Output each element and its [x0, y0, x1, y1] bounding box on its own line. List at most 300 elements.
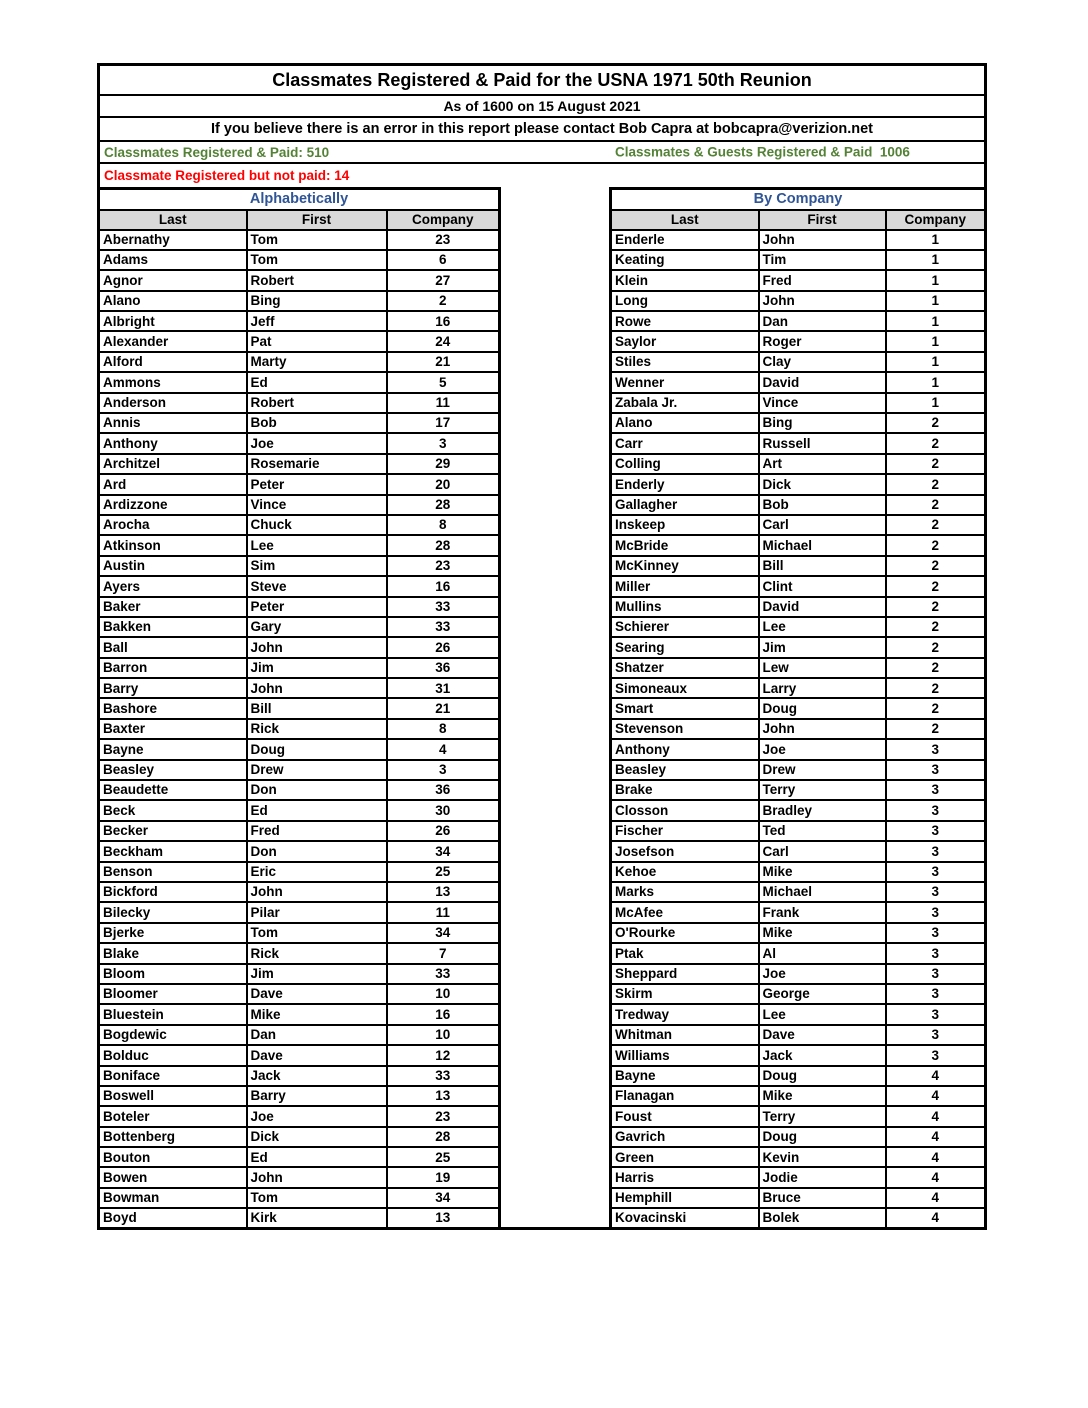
first-name-cell: Tom — [247, 923, 387, 943]
first-name-cell: Vince — [247, 495, 387, 515]
company-cell: 2 — [886, 413, 986, 433]
table-row — [611, 658, 986, 678]
first-name-cell: Dan — [759, 311, 886, 331]
last-name-cell: Blake — [99, 943, 247, 963]
company-cell: 4 — [886, 1188, 986, 1208]
company-cell: 3 — [886, 902, 986, 922]
table-row — [99, 1086, 500, 1106]
last-name-cell: Bluestein — [99, 1004, 247, 1024]
table-row — [611, 413, 986, 433]
company-cell: 1 — [886, 291, 986, 311]
table-row — [99, 637, 500, 657]
first-name-cell: Ed — [247, 800, 387, 820]
table-row — [611, 678, 986, 698]
first-name-cell: Ed — [247, 372, 387, 392]
by-company-section-title: By Company — [611, 189, 986, 210]
last-name-cell: Closson — [611, 800, 759, 820]
first-name-cell: Bolek — [759, 1208, 886, 1228]
company-cell: 3 — [886, 821, 986, 841]
company-cell: 25 — [387, 862, 500, 882]
last-name-cell: Ardizzone — [99, 495, 247, 515]
company-cell: 2 — [387, 291, 500, 311]
last-name-cell: Albright — [99, 311, 247, 331]
last-name-cell: Saylor — [611, 331, 759, 351]
company-cell: 3 — [387, 433, 500, 453]
first-name-cell: Robert — [247, 393, 387, 413]
first-name-cell: Jim — [247, 964, 387, 984]
table-row — [99, 1208, 500, 1228]
first-name-cell: David — [759, 597, 886, 617]
table-row — [611, 433, 986, 453]
last-name-cell: Bogdewic — [99, 1025, 247, 1045]
table-row — [611, 923, 986, 943]
table-row — [611, 1208, 986, 1228]
first-name-cell: Lee — [759, 617, 886, 637]
stat-registered-paid: Classmates Registered & Paid: 510 — [104, 144, 330, 160]
table-row — [611, 515, 986, 535]
last-name-cell: Ptak — [611, 943, 759, 963]
table-row — [611, 393, 986, 413]
col-header-last: Last — [99, 210, 247, 230]
first-name-cell: John — [759, 719, 886, 739]
last-name-cell: Beckham — [99, 841, 247, 861]
table-row — [99, 617, 500, 637]
last-name-cell: Annis — [99, 413, 247, 433]
table-row — [99, 291, 500, 311]
table-row — [99, 821, 500, 841]
table-row — [99, 1106, 500, 1126]
first-name-cell: Art — [759, 454, 886, 474]
col-header-first: First — [759, 210, 886, 230]
table-row — [99, 230, 500, 250]
table-row — [99, 739, 500, 759]
last-name-cell: Architzel — [99, 454, 247, 474]
company-cell: 4 — [387, 739, 500, 759]
last-name-cell: Gallagher — [611, 495, 759, 515]
first-name-cell: Dave — [759, 1025, 886, 1045]
last-name-cell: Bilecky — [99, 902, 247, 922]
first-name-cell: Carl — [759, 515, 886, 535]
company-cell: 1 — [886, 230, 986, 250]
first-name-cell: George — [759, 984, 886, 1004]
last-name-cell: Bowen — [99, 1167, 247, 1187]
company-cell: 3 — [886, 760, 986, 780]
first-name-cell: Joe — [247, 433, 387, 453]
table-row — [611, 964, 986, 984]
first-name-cell: Mike — [247, 1004, 387, 1024]
first-name-cell: Kevin — [759, 1147, 886, 1167]
last-name-cell: Boniface — [99, 1066, 247, 1086]
as-of-line: As of 1600 on 15 August 2021 — [97, 96, 987, 118]
first-name-cell: Ted — [759, 821, 886, 841]
last-name-cell: Brake — [611, 780, 759, 800]
last-name-cell: Beaudette — [99, 780, 247, 800]
company-cell: 28 — [387, 535, 500, 555]
first-name-cell: Frank — [759, 902, 886, 922]
last-name-cell: Baxter — [99, 719, 247, 739]
table-row — [611, 495, 986, 515]
table-row — [611, 617, 986, 637]
company-cell: 2 — [886, 637, 986, 657]
alphabetical-column-header-row — [99, 210, 500, 230]
last-name-cell: Shatzer — [611, 658, 759, 678]
table-row — [99, 678, 500, 698]
first-name-cell: Doug — [759, 1127, 886, 1147]
company-cell: 1 — [886, 352, 986, 372]
first-name-cell: Bill — [759, 556, 886, 576]
last-name-cell: Searing — [611, 637, 759, 657]
first-name-cell: Jodie — [759, 1167, 886, 1187]
first-name-cell: Sim — [247, 556, 387, 576]
first-name-cell: Larry — [759, 678, 886, 698]
company-cell: 2 — [886, 576, 986, 596]
table-row — [611, 882, 986, 902]
first-name-cell: Terry — [759, 1106, 886, 1126]
company-cell: 34 — [387, 841, 500, 861]
last-name-cell: Keating — [611, 250, 759, 270]
first-name-cell: Tom — [247, 230, 387, 250]
table-row — [611, 291, 986, 311]
company-cell: 13 — [387, 1208, 500, 1228]
last-name-cell: Bashore — [99, 698, 247, 718]
company-cell: 3 — [886, 800, 986, 820]
table-row — [611, 1167, 986, 1187]
last-name-cell: Fischer — [611, 821, 759, 841]
last-name-cell: Kovacinski — [611, 1208, 759, 1228]
last-name-cell: Boteler — [99, 1106, 247, 1126]
table-row — [99, 352, 500, 372]
table-row — [611, 535, 986, 555]
company-cell: 5 — [387, 372, 500, 392]
report-sheet — [97, 63, 987, 1230]
first-name-cell: Eric — [247, 862, 387, 882]
first-name-cell: Vince — [759, 393, 886, 413]
company-cell: 33 — [387, 597, 500, 617]
table-row — [99, 719, 500, 739]
company-cell: 2 — [886, 515, 986, 535]
table-row — [99, 474, 500, 494]
company-cell: 21 — [387, 698, 500, 718]
table-row — [611, 474, 986, 494]
company-cell: 23 — [387, 1106, 500, 1126]
first-name-cell: Rick — [247, 719, 387, 739]
table-row — [611, 821, 986, 841]
first-name-cell: Kirk — [247, 1208, 387, 1228]
last-name-cell: Bloomer — [99, 984, 247, 1004]
last-name-cell: Agnor — [99, 270, 247, 290]
last-name-cell: Smart — [611, 698, 759, 718]
last-name-cell: Enderle — [611, 230, 759, 250]
last-name-cell: McAfee — [611, 902, 759, 922]
first-name-cell: Lee — [247, 535, 387, 555]
by-company-column-header-row — [611, 210, 986, 230]
first-name-cell: Jack — [247, 1066, 387, 1086]
last-name-cell: Bloom — [99, 964, 247, 984]
company-cell: 1 — [886, 270, 986, 290]
company-cell: 3 — [886, 841, 986, 861]
first-name-cell: Bill — [247, 698, 387, 718]
table-row — [611, 597, 986, 617]
company-cell: 34 — [387, 923, 500, 943]
last-name-cell: Carr — [611, 433, 759, 453]
table-row — [99, 1004, 500, 1024]
last-name-cell: Barry — [99, 678, 247, 698]
company-cell: 3 — [886, 862, 986, 882]
last-name-cell: Stevenson — [611, 719, 759, 739]
table-row — [99, 495, 500, 515]
first-name-cell: John — [247, 1167, 387, 1187]
last-name-cell: Ayers — [99, 576, 247, 596]
report-title: Classmates Registered & Paid for the USNA 1971 50th Reunion — [97, 63, 987, 96]
company-cell: 28 — [387, 495, 500, 515]
table-row — [99, 311, 500, 331]
last-name-cell: Simoneaux — [611, 678, 759, 698]
table-row — [99, 698, 500, 718]
first-name-cell: Jim — [247, 658, 387, 678]
first-name-cell: Lee — [759, 1004, 886, 1024]
table-row — [611, 556, 986, 576]
last-name-cell: Benson — [99, 862, 247, 882]
first-name-cell: Barry — [247, 1086, 387, 1106]
table-row — [611, 250, 986, 270]
stat-registered-not-paid: Classmate Registered but not paid: 14 — [97, 164, 987, 187]
by-company-section-row — [611, 189, 986, 210]
col-header-company: Company — [387, 210, 500, 230]
last-name-cell: Zabala Jr. — [611, 393, 759, 413]
company-cell: 3 — [886, 739, 986, 759]
table-row — [611, 1045, 986, 1065]
company-cell: 16 — [387, 1004, 500, 1024]
col-header-first: First — [247, 210, 387, 230]
table-row — [99, 576, 500, 596]
first-name-cell: John — [247, 637, 387, 657]
first-name-cell: Jeff — [247, 311, 387, 331]
last-name-cell: Bayne — [99, 739, 247, 759]
last-name-cell: Beasley — [611, 760, 759, 780]
last-name-cell: Alano — [99, 291, 247, 311]
first-name-cell: Joe — [759, 739, 886, 759]
company-cell: 2 — [886, 678, 986, 698]
last-name-cell: Green — [611, 1147, 759, 1167]
first-name-cell: Doug — [759, 1066, 886, 1086]
first-name-cell: Tim — [759, 250, 886, 270]
company-cell: 3 — [886, 964, 986, 984]
last-name-cell: Schierer — [611, 617, 759, 637]
last-name-cell: McKinney — [611, 556, 759, 576]
company-cell: 26 — [387, 637, 500, 657]
first-name-cell: Mike — [759, 1086, 886, 1106]
table-row — [611, 1066, 986, 1086]
table-row — [611, 1188, 986, 1208]
company-cell: 3 — [886, 780, 986, 800]
last-name-cell: McBride — [611, 535, 759, 555]
first-name-cell: Fred — [759, 270, 886, 290]
last-name-cell: Barron — [99, 658, 247, 678]
company-cell: 8 — [387, 719, 500, 739]
first-name-cell: Bing — [759, 413, 886, 433]
first-name-cell: Marty — [247, 352, 387, 372]
table-row — [99, 250, 500, 270]
last-name-cell: Williams — [611, 1045, 759, 1065]
company-cell: 36 — [387, 780, 500, 800]
tables-area — [97, 187, 987, 1230]
last-name-cell: Ball — [99, 637, 247, 657]
table-row — [611, 270, 986, 290]
company-cell: 24 — [387, 331, 500, 351]
table-row — [99, 800, 500, 820]
table-row — [611, 902, 986, 922]
company-cell: 6 — [387, 250, 500, 270]
table-row — [611, 862, 986, 882]
first-name-cell: Dick — [247, 1127, 387, 1147]
last-name-cell: Atkinson — [99, 535, 247, 555]
last-name-cell: Abernathy — [99, 230, 247, 250]
company-cell: 4 — [886, 1147, 986, 1167]
company-cell: 13 — [387, 882, 500, 902]
first-name-cell: John — [247, 882, 387, 902]
company-cell: 3 — [886, 984, 986, 1004]
first-name-cell: Michael — [759, 535, 886, 555]
last-name-cell: Enderly — [611, 474, 759, 494]
first-name-cell: Bruce — [759, 1188, 886, 1208]
table-row — [99, 1147, 500, 1167]
company-cell: 25 — [387, 1147, 500, 1167]
company-cell: 8 — [387, 515, 500, 535]
last-name-cell: Beasley — [99, 760, 247, 780]
last-name-cell: Rowe — [611, 311, 759, 331]
last-name-cell: Alexander — [99, 331, 247, 351]
last-name-cell: Anderson — [99, 393, 247, 413]
first-name-cell: Doug — [759, 698, 886, 718]
first-name-cell: Don — [247, 841, 387, 861]
first-name-cell: Don — [247, 780, 387, 800]
last-name-cell: Alford — [99, 352, 247, 372]
last-name-cell: Marks — [611, 882, 759, 902]
last-name-cell: Baker — [99, 597, 247, 617]
company-cell: 4 — [886, 1086, 986, 1106]
last-name-cell: Stiles — [611, 352, 759, 372]
table-row — [611, 372, 986, 392]
table-row — [99, 760, 500, 780]
first-name-cell: Peter — [247, 597, 387, 617]
table-row — [99, 902, 500, 922]
table-row — [99, 331, 500, 351]
first-name-cell: Dave — [247, 1045, 387, 1065]
alphabetical-table — [97, 187, 501, 1230]
last-name-cell: Gavrich — [611, 1127, 759, 1147]
table-row — [99, 515, 500, 535]
first-name-cell: Bob — [759, 495, 886, 515]
table-row — [611, 760, 986, 780]
table-row — [611, 454, 986, 474]
table-row — [99, 1025, 500, 1045]
table-row — [99, 841, 500, 861]
first-name-cell: Dave — [247, 984, 387, 1004]
table-row — [611, 1106, 986, 1126]
company-cell: 4 — [886, 1106, 986, 1126]
table-row — [99, 1188, 500, 1208]
first-name-cell: Lew — [759, 658, 886, 678]
first-name-cell: Joe — [247, 1106, 387, 1126]
table-row — [611, 1147, 986, 1167]
company-cell: 13 — [387, 1086, 500, 1106]
last-name-cell: Hemphill — [611, 1188, 759, 1208]
first-name-cell: Roger — [759, 331, 886, 351]
company-cell: 2 — [886, 433, 986, 453]
last-name-cell: Anthony — [99, 433, 247, 453]
first-name-cell: Clint — [759, 576, 886, 596]
company-cell: 17 — [387, 413, 500, 433]
company-cell: 33 — [387, 964, 500, 984]
company-cell: 1 — [886, 331, 986, 351]
first-name-cell: Jack — [759, 1045, 886, 1065]
col-header-last: Last — [611, 210, 759, 230]
first-name-cell: Dick — [759, 474, 886, 494]
company-cell: 1 — [886, 250, 986, 270]
company-cell: 23 — [387, 556, 500, 576]
table-row — [611, 739, 986, 759]
last-name-cell: Bjerke — [99, 923, 247, 943]
first-name-cell: Mike — [759, 923, 886, 943]
company-cell: 20 — [387, 474, 500, 494]
first-name-cell: Dan — [247, 1025, 387, 1045]
table-row — [99, 535, 500, 555]
first-name-cell: Chuck — [247, 515, 387, 535]
alphabetical-section-title: Alphabetically — [99, 189, 500, 210]
company-cell: 16 — [387, 311, 500, 331]
first-name-cell: Bradley — [759, 800, 886, 820]
first-name-cell: Ed — [247, 1147, 387, 1167]
company-cell: 3 — [886, 1025, 986, 1045]
first-name-cell: John — [759, 230, 886, 250]
company-cell: 11 — [387, 902, 500, 922]
first-name-cell: Mike — [759, 862, 886, 882]
last-name-cell: Becker — [99, 821, 247, 841]
first-name-cell: Terry — [759, 780, 886, 800]
company-cell: 34 — [387, 1188, 500, 1208]
company-cell: 27 — [387, 270, 500, 290]
company-cell: 4 — [886, 1127, 986, 1147]
table-row — [99, 1066, 500, 1086]
table-gap-spacer — [501, 187, 609, 1230]
company-cell: 26 — [387, 821, 500, 841]
company-cell: 36 — [387, 658, 500, 678]
company-cell: 3 — [886, 1045, 986, 1065]
company-cell: 12 — [387, 1045, 500, 1065]
first-name-cell: Pilar — [247, 902, 387, 922]
company-cell: 1 — [886, 372, 986, 392]
company-cell: 1 — [886, 311, 986, 331]
col-header-company: Company — [886, 210, 986, 230]
last-name-cell: Wenner — [611, 372, 759, 392]
company-cell: 33 — [387, 617, 500, 637]
company-cell: 2 — [886, 454, 986, 474]
table-row — [611, 576, 986, 596]
company-cell: 2 — [886, 535, 986, 555]
table-row — [611, 984, 986, 1004]
last-name-cell: Bayne — [611, 1066, 759, 1086]
last-name-cell: Bickford — [99, 882, 247, 902]
first-name-cell: Joe — [759, 964, 886, 984]
table-row — [611, 841, 986, 861]
first-name-cell: Tom — [247, 250, 387, 270]
table-row — [99, 556, 500, 576]
first-name-cell: Doug — [247, 739, 387, 759]
company-cell: 2 — [886, 495, 986, 515]
table-row — [611, 311, 986, 331]
table-row — [99, 964, 500, 984]
last-name-cell: Austin — [99, 556, 247, 576]
